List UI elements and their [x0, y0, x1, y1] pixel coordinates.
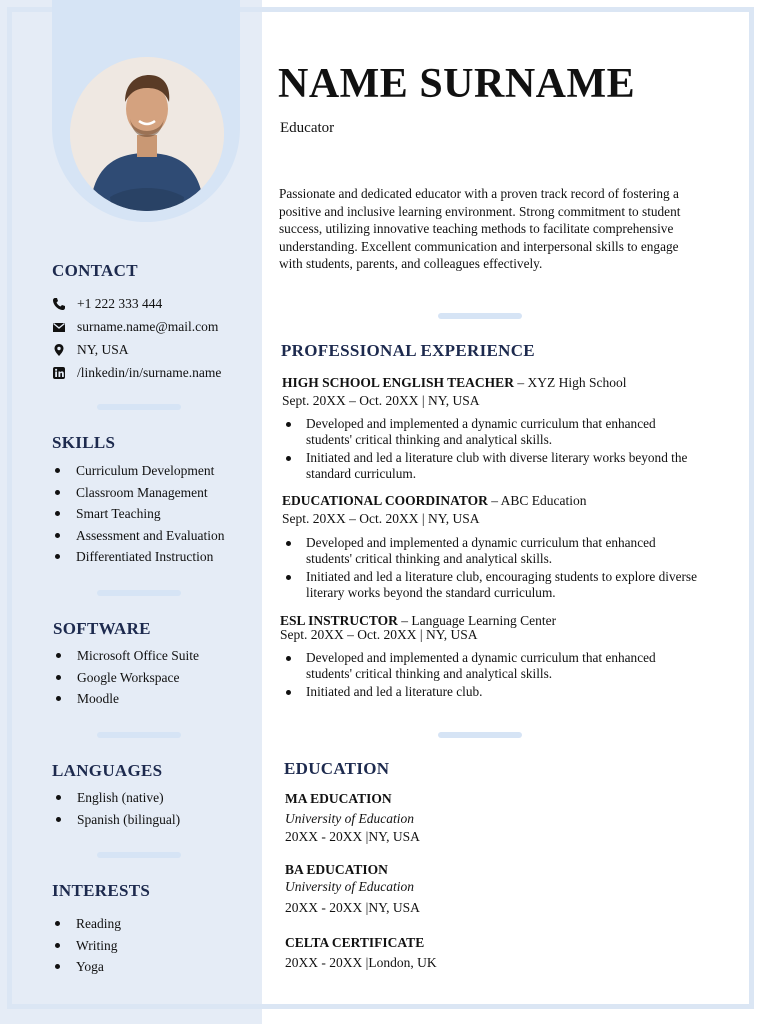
contact-location — [52, 340, 129, 360]
languages-heading: LANGUAGES — [52, 761, 163, 780]
list-item: Initiated and led a literature club. — [281, 684, 701, 700]
contact-linkedin-text: /linkedin/in/surname.name — [77, 365, 222, 380]
contact-location-text: NY, USA — [77, 342, 129, 357]
job-date: Sept. 20XX – Oct. 20XX | NY, USA — [280, 627, 478, 642]
software-heading: SOFTWARE — [53, 619, 151, 638]
sidebar-bottom-strip — [0, 1012, 262, 1024]
contact-heading: CONTACT — [52, 261, 138, 280]
full-name: NAME SURNAME — [278, 61, 636, 107]
phone-icon — [52, 297, 66, 311]
list-item: Google Workspace — [53, 667, 199, 689]
sidebar-divider — [97, 404, 181, 410]
list-item: Assessment and Evaluation — [52, 525, 224, 547]
contact-phone[interactable] — [52, 294, 162, 314]
skills-heading: SKILLS — [52, 433, 116, 452]
contact-email-text: surname.name@mail.com — [77, 319, 219, 334]
edu-school: University of Education — [285, 811, 414, 826]
edu-degree: CELTA CERTIFICATE — [285, 935, 425, 950]
list-item: Curriculum Development — [52, 460, 224, 482]
main-divider — [438, 313, 522, 319]
list-item: Spanish (bilingual) — [53, 809, 180, 831]
job-company: – XYZ High School — [513, 375, 627, 390]
mail-icon — [52, 320, 66, 334]
edu-date: 20XX - 20XX |NY, USA — [285, 900, 420, 915]
edu-date: 20XX - 20XX |London, UK — [285, 955, 437, 970]
job-position: EDUCATIONAL COORDINATOR — [282, 493, 488, 508]
job-company: – ABC Education — [487, 493, 587, 508]
job-bullets — [281, 535, 701, 603]
edu-date: 20XX - 20XX |NY, USA — [285, 829, 420, 844]
job-header — [282, 375, 626, 391]
education-heading: EDUCATION — [284, 759, 390, 778]
contact-email[interactable] — [52, 317, 218, 337]
list-item: Developed and implemented a dynamic curriculum that enhanced students' critical thinking and analytical skills. — [281, 416, 701, 448]
job-position: ESL INSTRUCTOR — [280, 613, 398, 628]
sidebar-divider — [97, 590, 181, 596]
list-item: Initiated and led a literature club, encouraging students to explore diverse literary works beyond the standard curriculum. — [281, 569, 701, 601]
profile-summary: Passionate and dedicated educator with a proven track record of fostering a positive and inclusive learning environment. Strong commitment to student success, utilizing innovative teaching methods to facilitate comprehensive understanding. Excellent communication and interpersonal skills to engage with students, parents, and colleagues effectively. — [279, 186, 681, 271]
edu-degree: BA EDUCATION — [285, 862, 388, 877]
list-item: Developed and implemented a dynamic curriculum that enhanced students' critical thinking and analytical skills. — [281, 535, 701, 567]
skills-list — [52, 460, 224, 568]
list-item: Classroom Management — [52, 482, 224, 504]
list-item: Smart Teaching — [52, 503, 224, 525]
job-date: Sept. 20XX – Oct. 20XX | NY, USA — [282, 393, 480, 408]
job-company: – Language Learning Center — [397, 613, 557, 628]
list-item: Reading — [52, 913, 121, 935]
list-item: English (native) — [53, 787, 180, 809]
location-pin-icon — [52, 343, 66, 357]
job-bullets — [281, 650, 701, 702]
contact-phone-text: +1 222 333 444 — [77, 296, 163, 311]
interests-list — [52, 913, 121, 978]
sidebar-divider — [97, 732, 181, 738]
languages-list — [53, 787, 180, 830]
job-position: HIGH SCHOOL ENGLISH TEACHER — [282, 375, 514, 390]
list-item: Developed and implemented a dynamic curriculum that enhanced students' critical thinking and analytical skills. — [281, 650, 701, 682]
list-item: Yoga — [52, 956, 121, 978]
interests-heading: INTERESTS — [52, 881, 151, 900]
main-divider — [438, 732, 522, 738]
profile-photo — [70, 57, 224, 211]
job-title: Educator — [280, 120, 335, 136]
list-item: Initiated and led a literature club with diverse literary works beyond the standard curriculum. — [281, 450, 701, 482]
job-header — [282, 493, 587, 509]
linkedin-icon — [52, 366, 66, 380]
job-bullets — [281, 416, 701, 484]
sidebar-divider — [97, 852, 181, 858]
experience-heading: PROFESSIONAL EXPERIENCE — [281, 341, 535, 360]
edu-school: University of Education — [285, 879, 414, 894]
list-item: Writing — [52, 935, 121, 957]
list-item: Differentiated Instruction — [52, 546, 224, 568]
contact-linkedin[interactable] — [52, 363, 221, 383]
list-item: Microsoft Office Suite — [53, 645, 199, 667]
edu-degree: MA EDUCATION — [285, 791, 392, 806]
list-item: Moodle — [53, 688, 199, 710]
software-list — [53, 645, 199, 710]
job-date: Sept. 20XX – Oct. 20XX | NY, USA — [282, 511, 480, 526]
